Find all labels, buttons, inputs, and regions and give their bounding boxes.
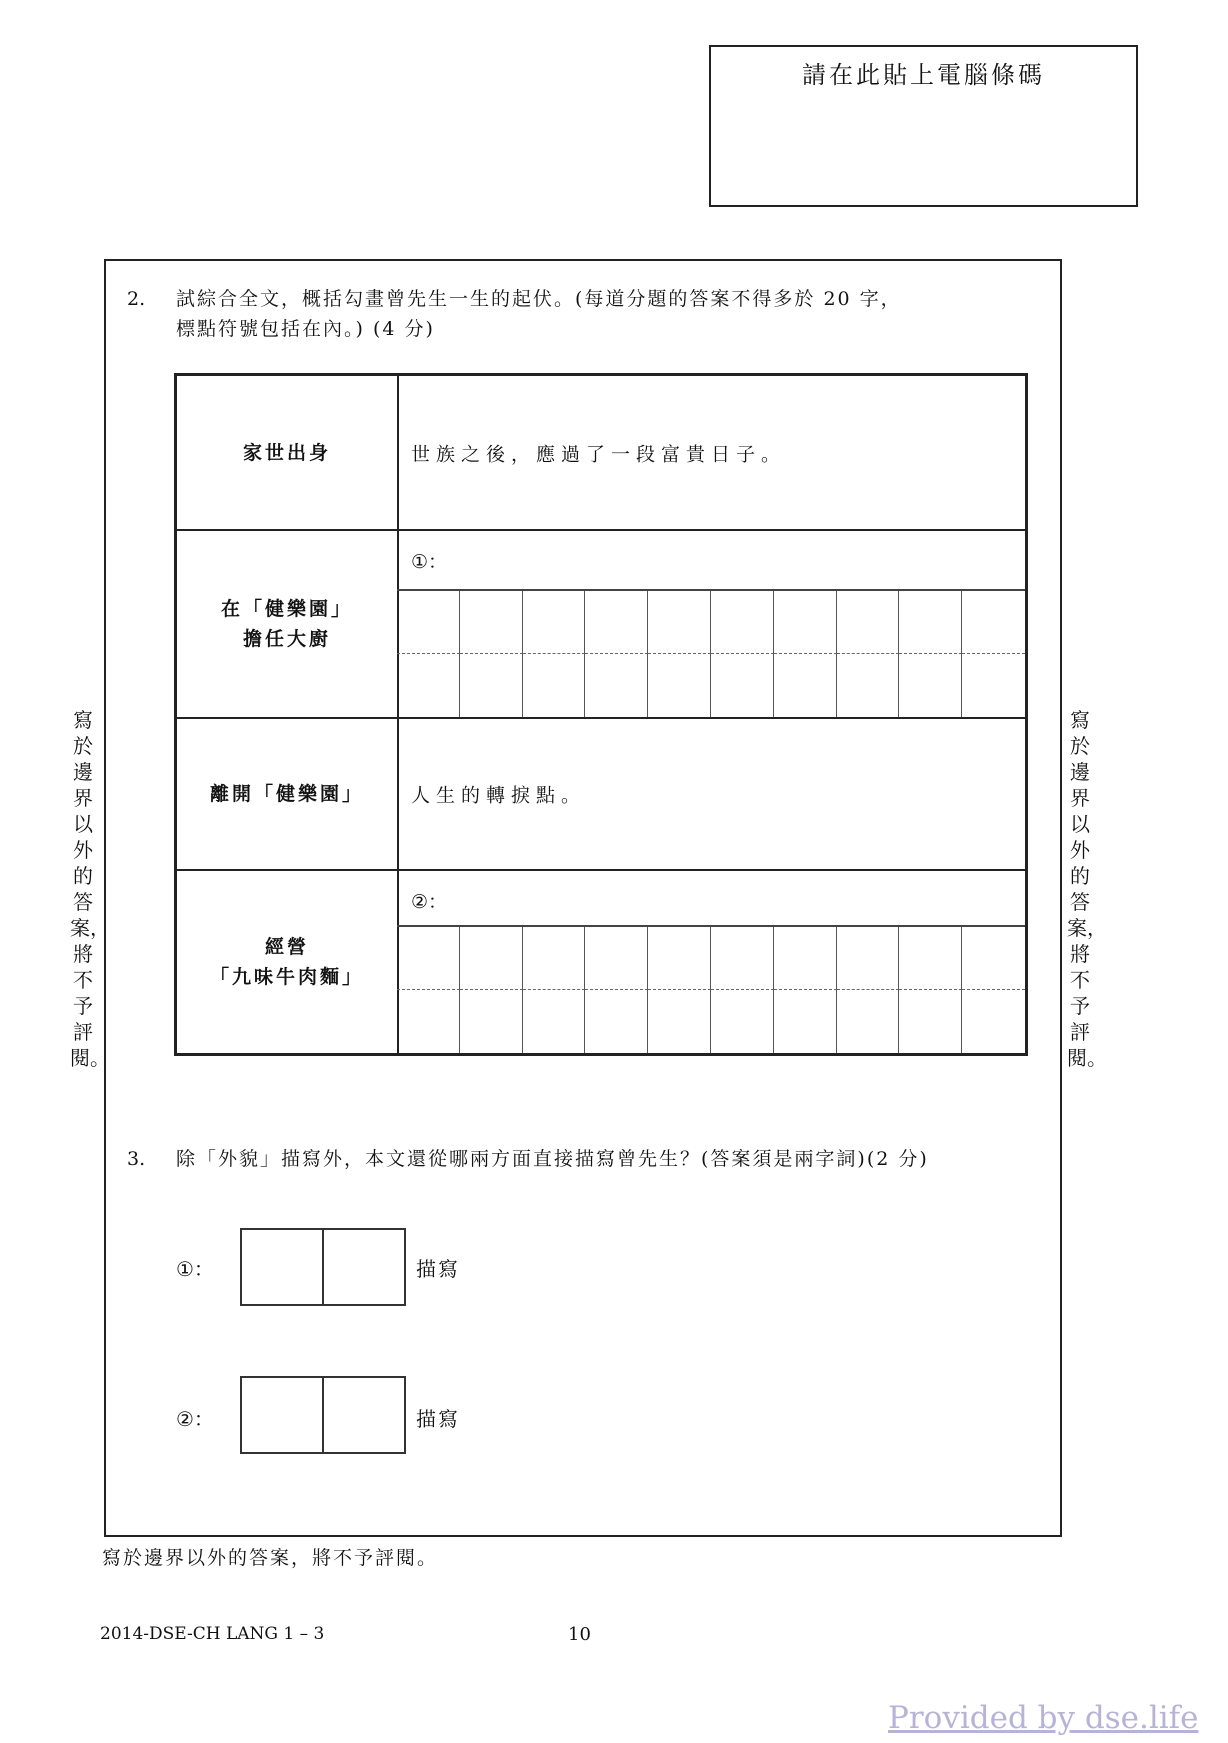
page-number: 10 <box>568 1624 591 1645</box>
option-2-suffix: 描寫 <box>416 1407 460 1431</box>
right-margin-note: 寫於邊界以外的答案，將不予評閱。 <box>1067 708 1107 1070</box>
given-answer: 世族之後，應過了一段富貴日子。 <box>411 443 787 465</box>
paper-code: 2014-DSE-CH LANG 1 – 3 <box>100 1624 325 1644</box>
option-2-answer-boxes[interactable] <box>240 1376 406 1454</box>
left-margin-note: 寫於邊界以外的答案，將不予評閱。 <box>70 708 110 1070</box>
row-heading: 家世出身 <box>177 376 399 529</box>
row-heading: 離開「健樂園」 <box>177 719 399 869</box>
question-2-number: 2. <box>127 288 146 310</box>
question-2-line-1: 試綜合全文，概括勾畫曾先生一生的起伏。(每道分題的答案不得多於 20 字， <box>176 288 902 310</box>
answer-grid-2[interactable] <box>397 925 1025 1053</box>
barcode-sticker-box <box>709 45 1138 207</box>
question-2-answer-table <box>174 373 1028 1056</box>
question-3-text: 除「外貌」描寫外，本文還從哪兩方面直接描寫曾先生？(答案須是兩字詞)(2 分) <box>176 1148 929 1170</box>
table-row-leaving <box>177 717 1025 869</box>
watermark-link[interactable]: Provided by dse.life <box>888 1700 1199 1736</box>
given-answer: 人生的轉捩點。 <box>411 784 587 807</box>
table-row-beef-noodle <box>177 869 1025 1053</box>
answer-marker-2: ②： <box>411 891 448 913</box>
row-answer <box>397 531 1025 717</box>
option-1-label: ①： <box>176 1257 214 1281</box>
answer-grid-1[interactable] <box>397 589 1025 717</box>
row-heading: 在「健樂園」 擔任大廚 <box>177 531 399 717</box>
table-row-chef <box>177 529 1025 717</box>
option-1-answer-boxes[interactable] <box>240 1228 406 1306</box>
option-2-label: ②： <box>176 1407 214 1431</box>
barcode-box-label: 請在此貼上電腦條碼 <box>802 61 1045 89</box>
question-2-text <box>176 284 1036 344</box>
question-2-line-2: 標點符號包括在內。) (4 分) <box>176 318 435 340</box>
bottom-boundary-note: 寫於邊界以外的答案，將不予評閱。 <box>102 1547 439 1569</box>
option-1-suffix: 描寫 <box>416 1257 460 1281</box>
row-answer <box>397 376 1025 529</box>
answer-marker-1: ①： <box>411 551 448 573</box>
row-heading: 經營 「九味牛肉麵」 <box>177 871 399 1053</box>
row-answer <box>397 871 1025 1053</box>
row-answer <box>397 719 1025 869</box>
table-row-family-background <box>177 376 1025 529</box>
question-3-number: 3. <box>127 1148 146 1170</box>
